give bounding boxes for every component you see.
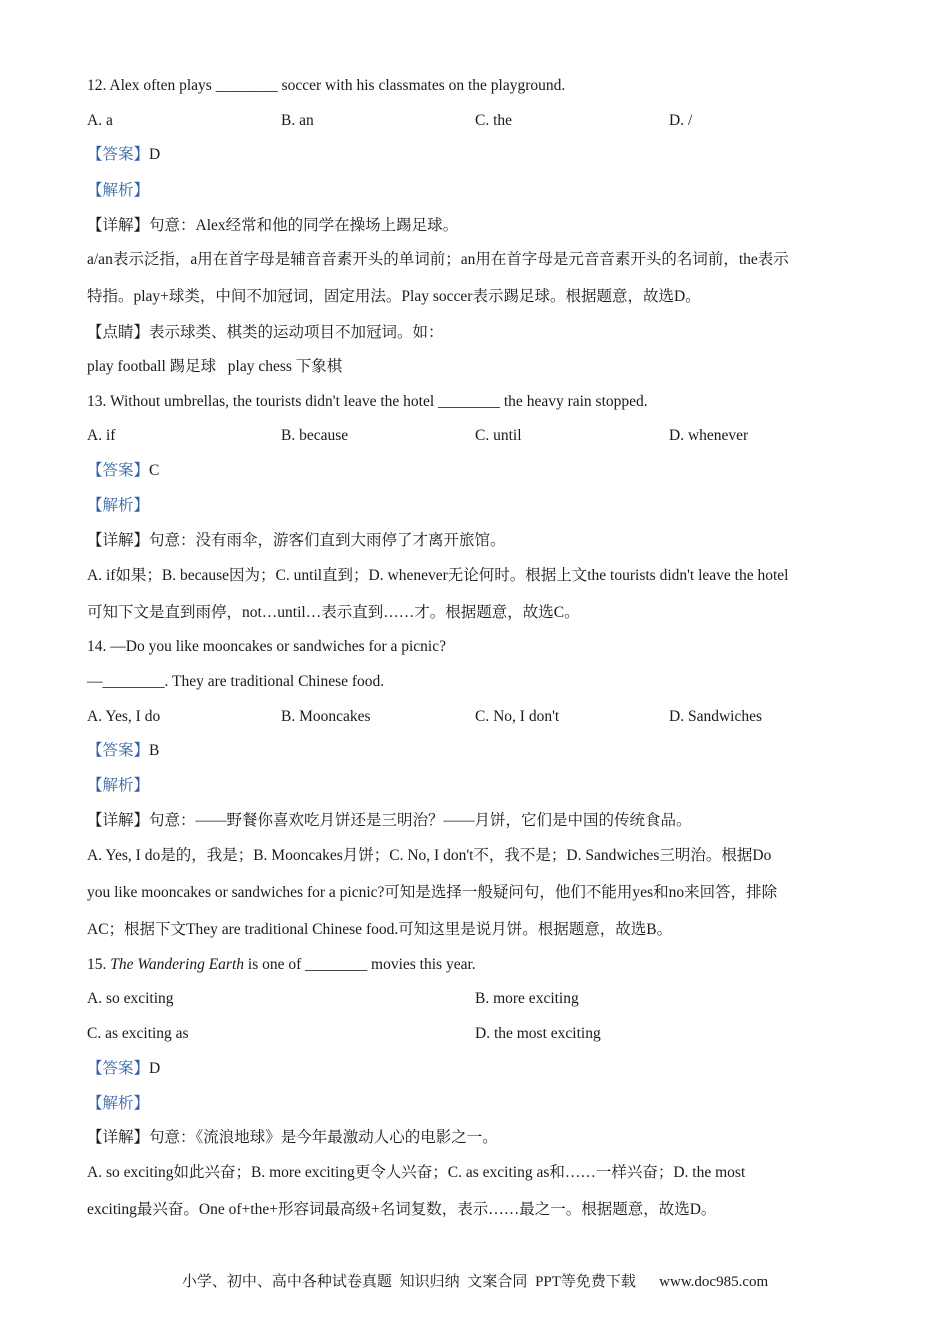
point-text: 表示球类、棋类的运动项目不加冠词。如： [149, 324, 444, 341]
q15-number: 15. [87, 956, 111, 973]
q12-explain-line: a/an表示泛指，a用在首字母是辅音音素开头的单词前；an用在首字母是元音音素开头的名词前，the表示 [87, 251, 789, 268]
page-footer: 小学、初中、高中各种试卷真题 知识归纳 文案合同 PPT等免费下载 www.doc985.com [181, 1274, 769, 1290]
answer-value: B [149, 742, 160, 759]
q14-option-a: A. Yes, I do [87, 708, 161, 725]
q15-answer [87, 1059, 160, 1079]
q12-answer [87, 145, 160, 165]
q14-explain-line: you like mooncakes or sandwiches for a picnic?可知是选择一般疑问句，他们不能用yes和no来回答，排除 [87, 884, 778, 901]
q12-point [87, 323, 444, 343]
q14-stem: 14. —Do you like mooncakes or sandwiches for a picnic? [87, 638, 446, 655]
q12-option-d: D. / [669, 112, 693, 129]
q15-option-d: D. the most exciting [475, 1025, 601, 1042]
q12-option-a: A. a [87, 112, 113, 129]
detail-text: 句意：《流浪地球》是今年最激动人心的电影之一。 [149, 1129, 498, 1146]
detail-tag: 【详解】 [87, 532, 150, 549]
q13-stem: 13. Without umbrellas, the tourists didn't leave the hotel ________ the heavy rain stopped. [87, 393, 648, 410]
q13-option-d: D. whenever [669, 427, 749, 444]
q12-option-c: C. the [475, 112, 513, 129]
detail-text: 句意：没有雨伞，游客们直到大雨停了才离开旅馆。 [149, 532, 506, 549]
q15-stem [87, 955, 476, 975]
q14-stem-reply: —________. They are traditional Chinese food. [87, 673, 385, 690]
q13-option-c: C. until [475, 427, 522, 444]
q12-example: play football 踢足球 play chess 下象棋 [87, 358, 343, 375]
q15-explain-line: A. so exciting如此兴奋；B. more exciting更令人兴奋；C. as exciting as和……一样兴奋；D. the most [87, 1164, 746, 1181]
answer-tag: 【答案】 [87, 146, 150, 163]
q12-detail [87, 216, 458, 236]
q13-detail [87, 531, 506, 551]
answer-value: D [149, 146, 161, 163]
q14-detail [87, 811, 692, 831]
movie-title: The Wandering Earth [110, 956, 245, 973]
q14-answer [87, 741, 159, 761]
q14-explain-line: AC；根据下文They are traditional Chinese food.可知这里是说月饼。根据题意，故选B。 [87, 921, 673, 938]
q15-explain-line: exciting最兴奋。One of+the+形容词最高级+名词复数，表示……最之一。根据题意，故选D。 [87, 1201, 717, 1218]
detail-tag: 【详解】 [87, 812, 150, 829]
detail-text: 句意：Alex经常和他的同学在操场上踢足球。 [149, 217, 459, 234]
answer-value: C [149, 462, 160, 479]
q14-option-d: D. Sandwiches [669, 708, 762, 725]
q14-option-b: B. Mooncakes [281, 708, 371, 725]
q14-analysis-tag: 【解析】 [87, 777, 150, 794]
q12-explain-line: 特指。play+球类，中间不加冠词，固定用法。Play soccer表示踢足球。根据题意，故选D。 [87, 288, 701, 305]
q15-option-a: A. so exciting [87, 990, 174, 1007]
q15-analysis-tag: 【解析】 [87, 1095, 150, 1112]
q12-stem: 12. Alex often plays ________ soccer with his classmates on the playground. [87, 77, 566, 94]
q13-option-b: B. because [281, 427, 349, 444]
q15-option-b: B. more exciting [475, 990, 579, 1007]
answer-tag: 【答案】 [87, 1060, 150, 1077]
detail-text: 句意：——野餐你喜欢吃月饼还是三明治？——月饼，它们是中国的传统食品。 [149, 812, 692, 829]
q12-analysis-tag: 【解析】 [87, 182, 150, 199]
answer-tag: 【答案】 [87, 462, 150, 479]
q15-option-c: C. as exciting as [87, 1025, 189, 1042]
answer-tag: 【答案】 [87, 742, 150, 759]
q13-explain-line: 可知下文是直到雨停，not…until…表示直到……才。根据题意，故选C。 [87, 604, 580, 621]
q13-option-a: A. if [87, 427, 116, 444]
q15-detail [87, 1128, 498, 1148]
q13-analysis-tag: 【解析】 [87, 497, 150, 514]
q13-answer [87, 461, 159, 481]
detail-tag: 【详解】 [87, 1129, 150, 1146]
q15-stem-rest: is one of ________ movies this year. [244, 956, 476, 973]
answer-value: D [149, 1060, 161, 1077]
q13-explain-line: A. if如果；B. because因为；C. until直到；D. whenever无论何时。根据上文the tourists didn't leave the hotel [87, 567, 789, 584]
point-tag: 【点睛】 [87, 324, 150, 341]
detail-tag: 【详解】 [87, 217, 150, 234]
q14-option-c: C. No, I don't [475, 708, 560, 725]
q12-option-b: B. an [281, 112, 314, 129]
q14-explain-line: A. Yes, I do是的，我是；B. Mooncakes月饼；C. No, I don't不，我不是；D. Sandwiches三明治。根据Do [87, 847, 772, 864]
